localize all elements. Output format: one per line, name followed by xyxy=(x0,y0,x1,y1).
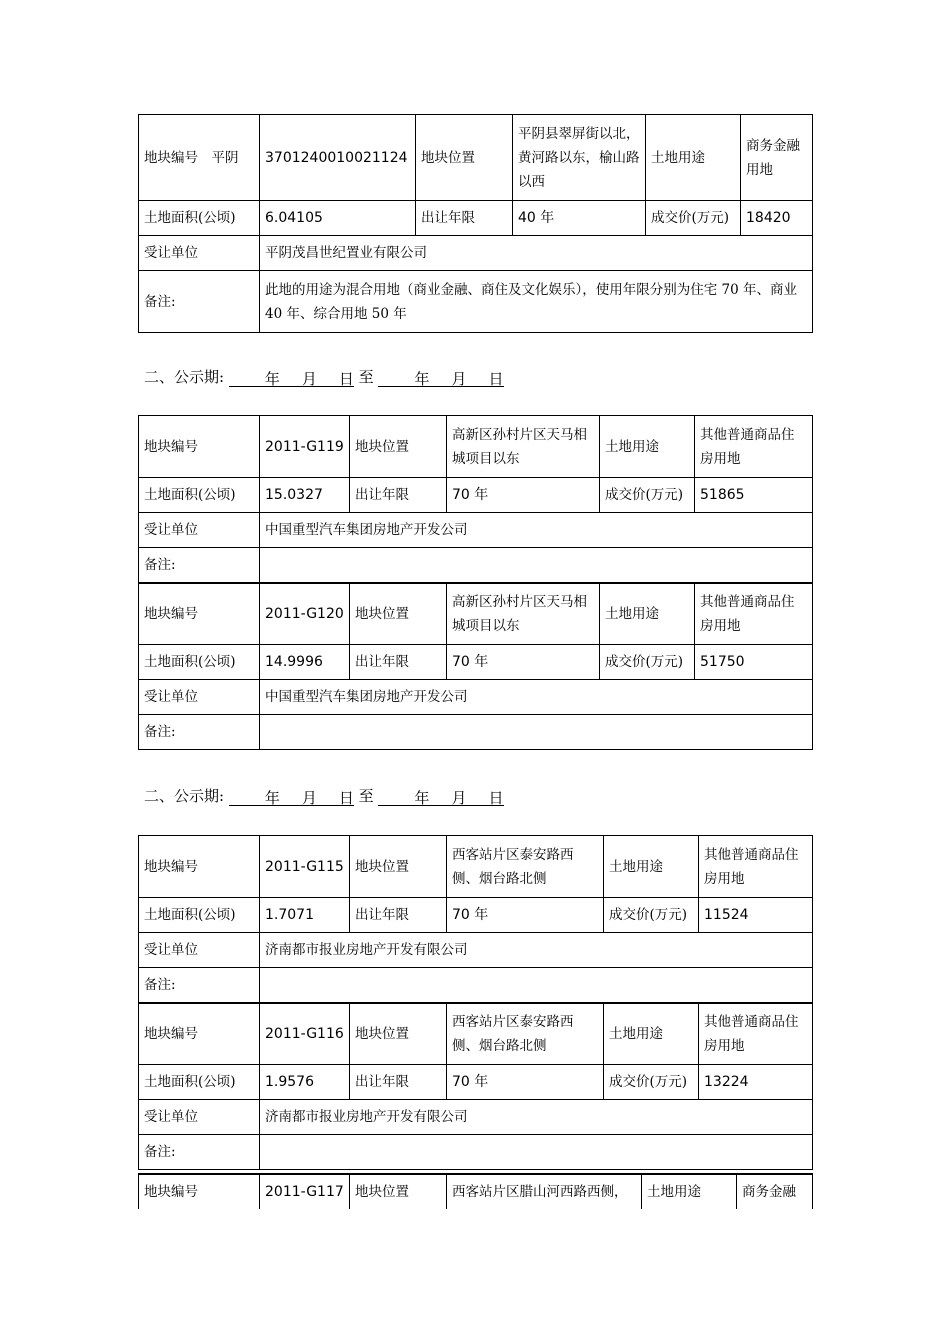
label-area: 土地面积(公顷) xyxy=(139,898,260,933)
parcel-location: 西客站片区泰安路西侧、烟台路北侧 xyxy=(447,836,604,898)
label-remark: 备注: xyxy=(139,968,260,1003)
date-blank-start: 年 月 日 xyxy=(229,368,354,387)
label-area: 土地面积(公顷) xyxy=(139,201,260,236)
label-term: 出让年限 xyxy=(350,645,447,680)
parcel-table-2 xyxy=(138,415,813,750)
parcel-price: 51750 xyxy=(695,645,813,680)
label-remark: 备注: xyxy=(139,548,260,583)
label-usage: 土地用途 xyxy=(646,115,741,201)
label-parcel-no: 地块编号 xyxy=(139,416,260,478)
parcel-buyer: 济南都市报业房地产开发有限公司 xyxy=(260,1100,813,1135)
parcel-usage: 商务金融用地 xyxy=(741,115,813,201)
label-remark: 备注: xyxy=(139,715,260,750)
parcel-location: 西客站片区泰安路西侧、烟台路北侧 xyxy=(447,1003,604,1065)
label-buyer: 受让单位 xyxy=(139,680,260,715)
parcel-no: 2011-G116 xyxy=(260,1003,350,1065)
parcel-location: 高新区孙村片区天马相城项目以东 xyxy=(447,583,600,645)
parcel-price: 51865 xyxy=(695,478,813,513)
parcel-usage: 其他普通商品住房用地 xyxy=(699,836,813,898)
parcel-area: 14.9996 xyxy=(260,645,350,680)
label-area: 土地面积(公顷) xyxy=(139,645,260,680)
parcel-price: 11524 xyxy=(699,898,813,933)
parcel-no: 2011-G119 xyxy=(260,416,350,478)
label-buyer: 受让单位 xyxy=(139,236,260,271)
parcel-remark: 此地的用途为混合用地（商业金融、商住及文化娱乐），使用年限分别为住宅 70 年、商业 40 年、综合用地 50 年 xyxy=(260,271,813,333)
label-location: 地块位置 xyxy=(350,416,447,478)
label-term: 出让年限 xyxy=(350,478,447,513)
parcel-table-1 xyxy=(138,114,813,333)
date-blank-start: 年 月 日 xyxy=(229,787,354,806)
parcel-usage: 商务金融 xyxy=(737,1174,813,1209)
label-usage: 土地用途 xyxy=(600,416,695,478)
parcel-location: 西客站片区腊山河西路西侧， xyxy=(447,1174,642,1209)
parcel-term: 40 年 xyxy=(513,201,646,236)
notice-period-1 xyxy=(144,366,504,387)
label-term: 出让年限 xyxy=(350,1065,447,1100)
label-buyer: 受让单位 xyxy=(139,1100,260,1135)
parcel-buyer: 中国重型汽车集团房地产开发公司 xyxy=(260,680,813,715)
parcel-location: 平阴县翠屏街以北，黄河路以东，榆山路以西 xyxy=(513,115,646,201)
parcel-buyer: 济南都市报业房地产开发有限公司 xyxy=(260,933,813,968)
parcel-remark xyxy=(260,548,813,583)
label-price: 成交价(万元) xyxy=(646,201,741,236)
label-remark: 备注: xyxy=(139,271,260,333)
label-area: 土地面积(公顷) xyxy=(139,1065,260,1100)
label-price: 成交价(万元) xyxy=(600,478,695,513)
label-term: 出让年限 xyxy=(350,898,447,933)
parcel-area: 15.0327 xyxy=(260,478,350,513)
label-buyer: 受让单位 xyxy=(139,513,260,548)
parcel-no: 2011-G117 xyxy=(260,1174,350,1209)
parcel-price: 13224 xyxy=(699,1065,813,1100)
parcel-area: 6.04105 xyxy=(260,201,416,236)
parcel-term: 70 年 xyxy=(447,645,600,680)
parcel-no: 2011-G120 xyxy=(260,583,350,645)
parcel-table-3 xyxy=(138,835,813,1170)
notice-prefix: 二、公示期: xyxy=(144,368,225,386)
label-parcel-no: 地块编号 xyxy=(139,1174,260,1209)
label-parcel-no: 地块编号 xyxy=(139,836,260,898)
parcel-no: 2011-G115 xyxy=(260,836,350,898)
label-usage: 土地用途 xyxy=(642,1174,737,1209)
label-usage: 土地用途 xyxy=(600,583,695,645)
parcel-usage: 其他普通商品住房用地 xyxy=(699,1003,813,1065)
notice-prefix: 二、公示期: xyxy=(144,787,225,805)
label-area: 土地面积(公顷) xyxy=(139,478,260,513)
label-price: 成交价(万元) xyxy=(600,645,695,680)
parcel-term: 70 年 xyxy=(447,898,604,933)
label-location: 地块位置 xyxy=(416,115,513,201)
label-location: 地块位置 xyxy=(350,1003,447,1065)
parcel-area: 1.7071 xyxy=(260,898,350,933)
parcel-no: 3701240010021124 xyxy=(260,115,416,201)
label-usage: 土地用途 xyxy=(604,836,699,898)
label-parcel-no: 地块编号 xyxy=(139,583,260,645)
parcel-location: 高新区孙村片区天马相城项目以东 xyxy=(447,416,600,478)
label-price: 成交价(万元) xyxy=(604,898,699,933)
parcel-price: 18420 xyxy=(741,201,813,236)
date-blank-end: 年 月 日 xyxy=(378,787,503,806)
label-usage: 土地用途 xyxy=(604,1003,699,1065)
parcel-remark xyxy=(260,1135,813,1170)
label-buyer: 受让单位 xyxy=(139,933,260,968)
label-location: 地块位置 xyxy=(350,1174,447,1209)
notice-to: 至 xyxy=(358,787,374,805)
parcel-remark xyxy=(260,715,813,750)
label-location: 地块位置 xyxy=(350,583,447,645)
label-remark: 备注: xyxy=(139,1135,260,1170)
parcel-buyer: 中国重型汽车集团房地产开发公司 xyxy=(260,513,813,548)
label-location: 地块位置 xyxy=(350,836,447,898)
parcel-usage: 其他普通商品住房用地 xyxy=(695,416,813,478)
date-blank-end: 年 月 日 xyxy=(378,368,503,387)
parcel-term: 70 年 xyxy=(447,1065,604,1100)
parcel-remark xyxy=(260,968,813,1003)
label-parcel-no: 地块编号 xyxy=(139,1003,260,1065)
label-term: 出让年限 xyxy=(416,201,513,236)
parcel-term: 70 年 xyxy=(447,478,600,513)
label-price: 成交价(万元) xyxy=(604,1065,699,1100)
parcel-table-3-tail xyxy=(138,1173,813,1209)
parcel-area: 1.9576 xyxy=(260,1065,350,1100)
label-parcel-no: 地块编号 平阴 xyxy=(139,115,260,201)
notice-period-2 xyxy=(144,785,504,806)
notice-to: 至 xyxy=(358,368,374,386)
parcel-usage: 其他普通商品住房用地 xyxy=(695,583,813,645)
parcel-buyer: 平阴茂昌世纪置业有限公司 xyxy=(260,236,813,271)
